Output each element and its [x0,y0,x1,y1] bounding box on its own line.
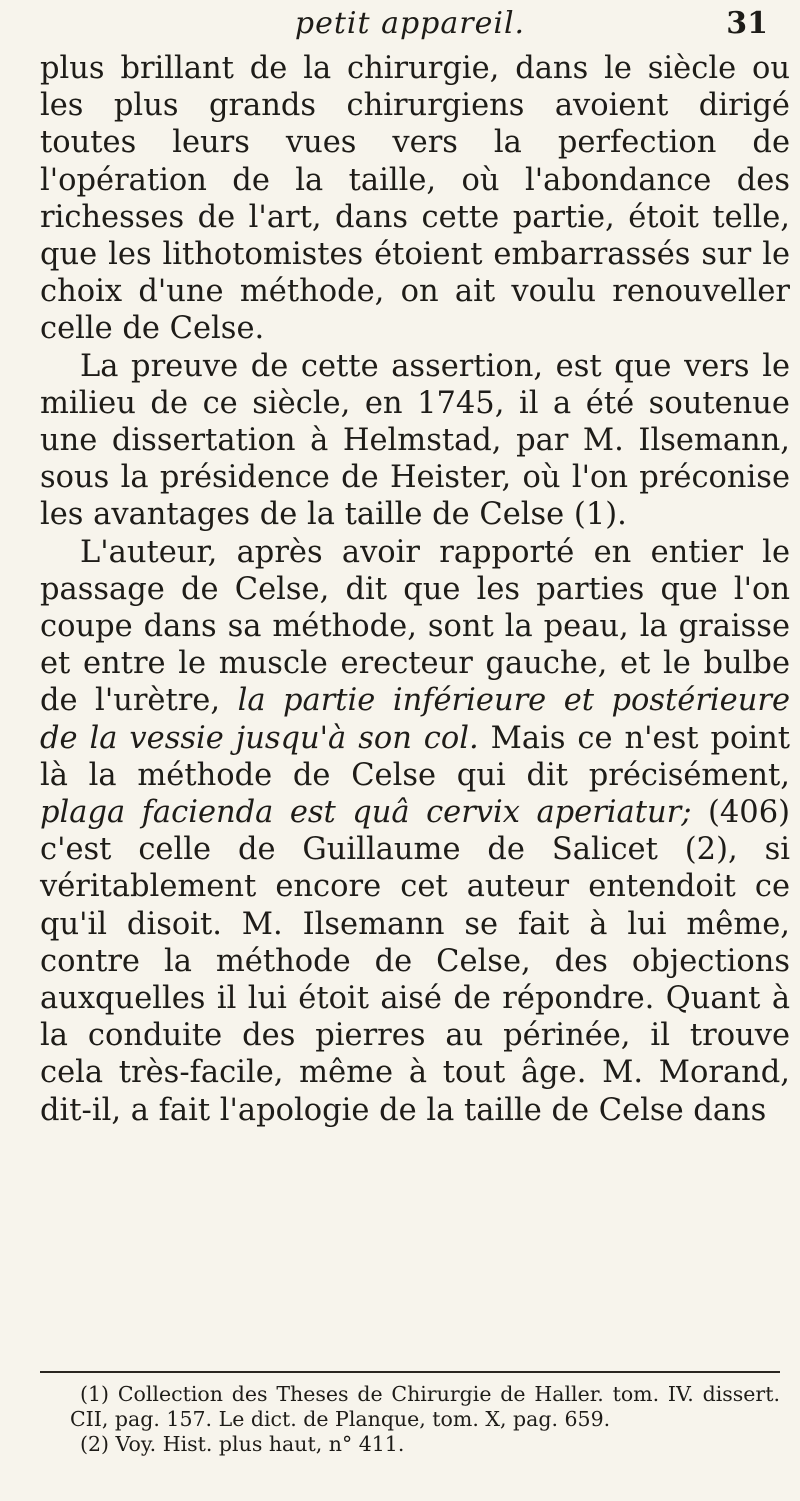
footnote-1: (1) Collection des Theses de Chirurgie de Haller. tom. IV. dissert. CII, pag. 157. Le dict. de Planque, tom. X, pag. 659. [70,1382,780,1431]
paragraph-3-text-b: Mais ce n'est point là la méthode de Celse qui dit précisément, [40,720,790,793]
paragraph-2: La preuve de cette assertion, est que vers le milieu de ce siècle, en 1745, il a été soutenue une dissertation à Helmstad, par M. Ilsemann, sous la présidence de Heister, où l'on préconise les avantages de la taille de Celse (1). [40,348,790,533]
footnote-2: (2) Voy. Hist. plus haut, n° 411. [80,1432,405,1456]
running-title: petit appareil. [294,6,526,41]
paragraph-3-text-c: (406) c'est celle de Guillaume de Salicet (2), si véritablement encore cet auteur entendoit ce qu'il disoit. M. Ilsemann se fait à lui même, contre la méthode de Celse, des objections auxquelles il lui étoit aisé de répondre. Quant à la conduite des pierres au périnée, il trouve cela très-facile, même à tout âge. M. Morand, dit-il, a fait l'apologie de la taille de Celse dans [40,795,790,1128]
body-text [40,50,790,1129]
paragraph-1: plus brillant de la chirurgie, dans le siècle ou les plus grands chirurgiens avoient dirigé toutes leurs vues vers la perfection de l'opération de la taille, où l'abondance des richesses de l'art, dans cette partie, étoit telle, que les lithotomistes étoient embarrassés sur le choix d'une méthode, on ait voulu renouveller celle de Celse. [40,51,790,347]
paragraph-3-italic-a: la partie inférieure et postérieure de la vessie jusqu'à son col. [40,683,790,756]
footnote-divider [40,1371,780,1373]
footnotes [70,1382,780,1457]
paragraph-3-italic-b: plaga facienda est quâ cervix aperiatur; [40,795,692,831]
paragraph-3 [40,534,790,1129]
running-head [40,6,780,50]
paragraph-3-text-a: L'auteur, après avoir rapporté en entier le passage de Celse, dit que les parties que l'on coupe dans sa méthode, sont la peau, la graisse et entre le muscle erecteur gauche, et le bulbe de l'urètre, [40,534,790,719]
page-number: 31 [726,6,768,41]
